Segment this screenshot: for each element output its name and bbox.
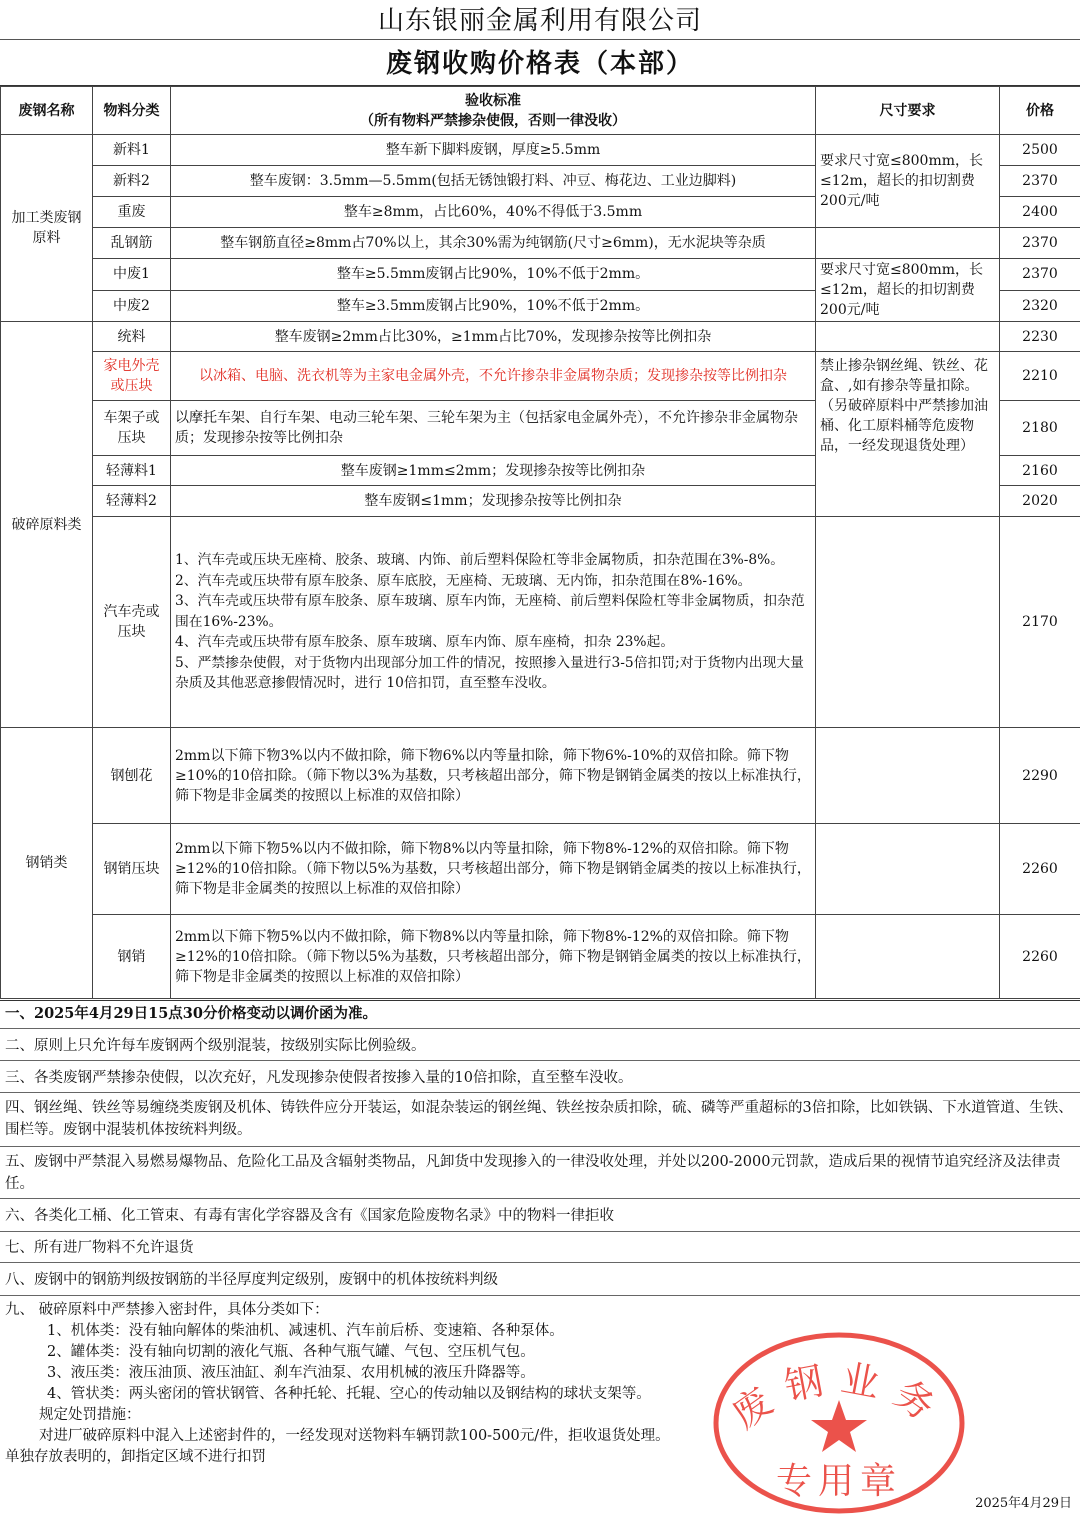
row-price: 2370 <box>1000 259 1080 291</box>
size-empty-cell <box>816 517 1000 728</box>
row-standard: 整车废钢≥1mm≤2mm；发现掺杂按等比例扣杂 <box>171 456 816 486</box>
page-title: 废钢收购价格表（本部） <box>0 40 1080 86</box>
row-standard: 2mm以下筛下物5%以内不做扣除，筛下物8%以内等量扣除，筛下物8%-12%的双倍扣除。筛下物≥12%的10倍扣除。（筛下物以5%为基数，只考核超出部分，筛下物是钢销金属类的按以上标准执行，筛下物是非金属类的按照以上标准的双倍扣除） <box>171 824 816 915</box>
car-shell-rule: 5、严禁掺杂使假，对于货物内出现部分加工件的情况，按照掺入量进行3-5倍扣罚;对于货物内出现大量杂质及其他恶意掺假情况时，进行 10倍扣罚，直至整车没收。 <box>175 654 804 692</box>
sealed-item: 2、罐体类：没有轴向切割的液化气瓶、各种气瓶气罐、气包、空压机气包。 <box>47 1344 535 1360</box>
sealed-item: 4、管状类：两头密闭的管状钢管、各种托轮、托辊、空心的传动轴以及钢结构的球状支架等。 <box>47 1386 651 1402</box>
row-price: 2500 <box>1000 135 1080 166</box>
row-category: 中废1 <box>93 259 171 291</box>
row-price: 2260 <box>1000 824 1080 915</box>
col-name-header: 废钢名称 <box>1 87 93 135</box>
row-category: 统料 <box>93 322 171 352</box>
row-standard: 以摩托车架、自行车架、电动三轮车架、三轮车架为主（包括家电金属外壳），不允许掺杂非金属物杂质；发现掺杂按等比例扣杂 <box>171 401 816 456</box>
row-standard: 2mm以下筛下物5%以内不做扣除，筛下物8%以内等量扣除，筛下物8%-12%的双倍扣除。筛下物≥12%的10倍扣除。（筛下物以5%为基数，只考核超出部分，筛下物是钢销金属类的按以上标准执行，筛下物是非金属类的按照以上标准的双倍扣除） <box>171 915 816 999</box>
size-empty-cell <box>816 728 1000 824</box>
seal-top-text: 废钢业务 <box>723 1355 955 1438</box>
row-price: 2400 <box>1000 197 1080 228</box>
row-standard: 2mm以下筛下物3%以内不做扣除，筛下物6%以内等量扣除，筛下物6%-10%的双倍扣除。筛下物≥10%的10倍扣除。（筛下物以3%为基数，只考核超出部分，筛下物是钢销金属类的按以上标准执行，筛下物是非金属类的按照以上标准的双倍扣除） <box>171 728 816 824</box>
row-price: 2180 <box>1000 401 1080 456</box>
row-price: 2320 <box>1000 290 1080 322</box>
size-empty-cell <box>816 322 1000 352</box>
row-price: 2230 <box>1000 322 1080 352</box>
row-category: 钢销 <box>93 915 171 999</box>
size-empty-cell <box>816 824 1000 915</box>
car-shell-rule: 1、汽车壳或压块无座椅、胶条、玻璃、内饰、前后塑料保险杠等非金属物质，扣杂范围在3%-8%。 <box>175 552 785 569</box>
note-item: 二、原则上只允许每车废钢两个级别混装，按级别实际比例验级。 <box>0 1029 1080 1061</box>
table-row <box>1 728 1080 824</box>
col-standard-header-line2: （所有物料严禁掺杂使假，否则一律没收） <box>360 112 626 129</box>
row-standard: 整车废钢≤1mm；发现掺杂按等比例扣杂 <box>171 486 816 517</box>
note-item: 六、各类化工桶、化工管束、有毒有害化学容器及含有《国家危险废物名录》中的物料一律拒收 <box>0 1199 1080 1232</box>
col-standard-header-line1: 验收标准 <box>465 92 521 109</box>
car-shell-rule: 3、汽车壳或压块带有原车胶条、原车玻璃、原车内饰，无座椅、前后塑料保险杠等非金属物质，扣杂范围在16%-23%。 <box>175 593 805 630</box>
seal-star-icon <box>811 1400 867 1452</box>
table-row <box>1 517 1080 728</box>
size-note-a: 要求尺寸宽≤800mm，长≤12m，超长的扣切割费200元/吨 <box>816 135 1000 228</box>
note-nine-heading: 九、 破碎原料中严禁掺入密封件，具体分类如下： <box>5 1302 329 1318</box>
table-row <box>1 322 1080 352</box>
row-standard: 整车废钢：3.5mm—5.5mm(包括无锈蚀锻打料、冲豆、梅花边、工业边脚料) <box>171 166 816 197</box>
row-standard: 以冰箱、电脑、洗衣机等为主家电金属外壳，不允许掺杂非金属物杂质；发现掺杂按等比例扣杂 <box>171 352 816 401</box>
row-category: 家电外壳或压块 <box>93 352 171 401</box>
seal-bottom-text: 专用章 <box>775 1461 903 1502</box>
sealed-item: 1、机体类：没有轴向解体的柴油机、减速机、汽车前后桥、变速箱、各种泵体。 <box>47 1323 564 1339</box>
row-category: 汽车壳或压块 <box>93 517 171 728</box>
sealed-item: 3、液压类：液压油顶、液压油缸、刹车汽油泵、农用机械的液压升降器等。 <box>47 1365 535 1381</box>
group-name-crushing: 破碎原料类 <box>1 322 93 728</box>
row-price: 2260 <box>1000 915 1080 999</box>
row-category: 钢刨花 <box>93 728 171 824</box>
row-standard: 整车废钢≥2mm占比30%，≥1mm占比70%，发现掺杂按等比例扣杂 <box>171 322 816 352</box>
table-row <box>1 228 1080 259</box>
row-category: 乱钢筋 <box>93 228 171 259</box>
table-header-row <box>1 87 1080 135</box>
row-category: 新料2 <box>93 166 171 197</box>
official-seal <box>708 1328 970 1518</box>
row-category: 车架子或压块 <box>93 401 171 456</box>
car-shell-rule: 2、汽车壳或压块带有原车胶条、原车底胶，无座椅、无玻璃、无内饰，扣杂范围在8%-16%。 <box>175 572 752 589</box>
note-item: 八、废钢中的钢筋判级按钢筋的半径厚度判定级别，废钢中的机体按统料判级 <box>0 1263 1080 1296</box>
row-standard: 整车≥5.5mm废钢占比90%，10%不低于2mm。 <box>171 259 816 291</box>
table-row <box>1 824 1080 915</box>
row-category: 重废 <box>93 197 171 228</box>
size-empty-cell <box>816 915 1000 999</box>
row-category: 轻薄料2 <box>93 486 171 517</box>
table-row <box>1 915 1080 999</box>
note-item: 三、各类废钢严禁掺杂使假，以次充好，凡发现掺杂使假者按掺入量的10倍扣除，直至整车没收。 <box>0 1061 1080 1093</box>
car-shell-rule: 4、汽车壳或压块带有原车胶条、原车玻璃、原车内饰、原车座椅，扣杂 23%起。 <box>175 634 675 651</box>
row-price: 2290 <box>1000 728 1080 824</box>
size-empty-cell <box>816 228 1000 259</box>
row-category: 中废2 <box>93 290 171 322</box>
col-standard-header <box>171 87 816 135</box>
row-category: 钢销压块 <box>93 824 171 915</box>
footer-date: 2025年4月29日 <box>975 1496 1072 1511</box>
penalty-heading: 规定处罚措施： <box>39 1407 141 1423</box>
col-size-header: 尺寸要求 <box>816 87 1000 135</box>
penalty-text: 对进厂破碎原料中混入上述密封件的，一经发现对送物料车辆罚款100-500元/件，拒收退货处理。 <box>39 1428 670 1444</box>
note-item: 七、所有进厂物料不允许退货 <box>0 1232 1080 1263</box>
table-row <box>1 352 1080 401</box>
note-item: 一、2025年4月29日15点30分价格变动以调价函为准。 <box>0 1000 1080 1029</box>
storage-note: 单独存放表明的，卸指定区域不进行扣罚 <box>5 1449 266 1465</box>
row-price: 2210 <box>1000 352 1080 401</box>
row-category: 轻薄料1 <box>93 456 171 486</box>
note-item: 五、废钢中严禁混入易燃易爆物品、危险化工品及含辐射类物品，凡卸货中发现掺入的一律没收处理，并处以200-2000元罚款，造成后果的视情节追究经济及法律责任。 <box>0 1147 1080 1199</box>
row-price: 2370 <box>1000 228 1080 259</box>
size-note-b: 要求尺寸宽≤800mm，长≤12m，超长的扣切割费200元/吨 <box>816 259 1000 322</box>
group-name-steel-pin: 钢销类 <box>1 728 93 999</box>
col-price-header: 价格 <box>1000 87 1080 135</box>
group-name-processing: 加工类废钢原料 <box>1 135 93 322</box>
row-price: 2370 <box>1000 166 1080 197</box>
company-title: 山东银丽金属利用有限公司 <box>0 0 1080 40</box>
table-row <box>1 135 1080 166</box>
row-standard: 整车钢筋直径≥8mm占70%以上，其余30%需为纯钢筋(尺寸≥6mm)，无水泥块等杂质 <box>171 228 816 259</box>
row-price: 2160 <box>1000 456 1080 486</box>
note-item: 四、钢丝绳、铁丝等易缠绕类废钢及机体、铸铁件应分开装运，如混杂装运的钢丝绳、铁丝按杂质扣除，硫、磷等严重超标的3倍扣除，比如铁锅、下水道管道、生铁、围栏等。废钢中混装机体按统料判级。 <box>0 1093 1080 1147</box>
table-row <box>1 259 1080 291</box>
size-note-c: 禁止掺杂钢丝绳、铁丝、花盒、,如有掺杂等量扣除。（另破碎原料中严禁掺加油桶、化工原料桶等危废物品，一经发现退货处理） <box>816 352 1000 517</box>
row-price: 2170 <box>1000 517 1080 728</box>
col-category-header: 物料分类 <box>93 87 171 135</box>
price-table <box>0 86 1080 999</box>
row-category: 新料1 <box>93 135 171 166</box>
row-standard: 整车≥3.5mm废钢占比90%，10%不低于2mm。 <box>171 290 816 322</box>
row-standard-car-shell <box>171 517 816 728</box>
row-standard: 整车≥8mm，占比60%，40%不得低于3.5mm <box>171 197 816 228</box>
row-standard: 整车新下脚料废钢，厚度≥5.5mm <box>171 135 816 166</box>
row-price: 2020 <box>1000 486 1080 517</box>
